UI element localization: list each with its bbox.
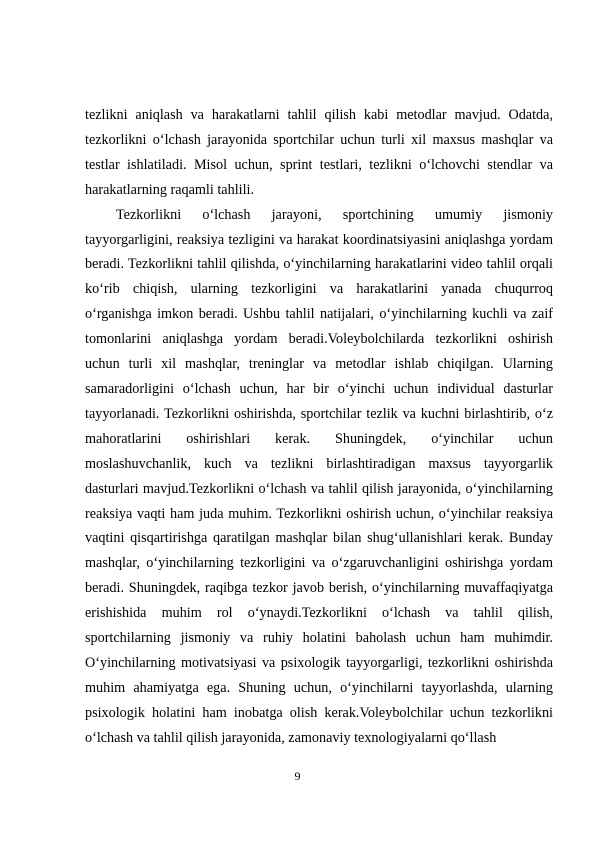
page-body <box>85 103 553 751</box>
paragraph-tezkorlik: Tezkorlikni o‘lchash jarayoni, sportchining umumiy jismoniy tayyorgarligini, reaksiya tezligini va harakat koordinatsiyasini aniqlashga yordam beradi. Tezkorlikni tahlil qilishda, o‘yinchilarning harakatlarini video tahlil orqali ko‘rib chiqish, ularning tezkorligini va harakatlarini yanada chuqurroq o‘rganishga imkon beradi. Ushbu tahlil natijalari, o‘yinchilarning kuchli va zaif tomonlarini aniqlashga yordam beradi.Voleybolchilarda tezkorlikni oshirish uchun turli xil mashqlar, treninglar va metodlar ishlab chiqilgan. Ularning samaradorligini o‘lchash uchun, har bir o‘yinchi uchun individual dasturlar tayyorlanadi. Tezkorlikni oshirishda, sportchilar tezlik va kuchni birlashtirib, o‘z mahoratlarini oshirishlari kerak. Shuningdek, o‘yinchilar uchun moslashuvchanlik, kuch va tezlikni birlashtiradigan maxsus tayyorgarlik dasturlari mavjud.Tezkorlikni o‘lchash va tahlil qilish jarayonida, o‘yinchilarning reaksiya vaqti ham juda muhim. Tezkorlikni oshirish uchun, o‘yinchilar reaksiya vaqtini qisqartirishga qaratilgan mashqlar bilan shug‘ullanishlari kerak. Bunday mashqlar, o‘yinchilarning tezkorligini va o‘zgaruvchanligini oshirishga yordam beradi. Shuningdek, raqibga tezkor javob berish, o‘yinchilarning muvaffaqiyatga erishishida muhim rol o‘ynaydi.Tezkorlikni o‘lchash va tahlil qilish, sportchilarning jismoniy va ruhiy holatini baholash uchun ham muhimdir. O‘yinchilarning motivatsiyasi va psixologik tayyorgarligi, tezkorlikni oshirishda muhim ahamiyatga ega. Shuning uchun, o‘yinchilarni tayyorlashda, ularning psixologik holatini ham inobatga olish kerak.Voleybolchilar uchun tezkorlikni o‘lchash va tahlil qilish jarayonida, zamonaviy texnologiyalarni qo‘llash <box>85 206 553 746</box>
page-number: 9 <box>294 769 301 783</box>
paragraph-continuation: tezlikni aniqlash va harakatlarni tahlil qilish kabi metodlar mavjud. Odatda, tezkorlikni o‘lchash jarayonida sportchilar uchun turli xil maxsus mashqlar va testlar ishlatiladi. Misol uchun, sprint testlari, tezlikni o‘lchovchi stendlar va harakatlarning raqamli tahlili. <box>85 107 553 198</box>
